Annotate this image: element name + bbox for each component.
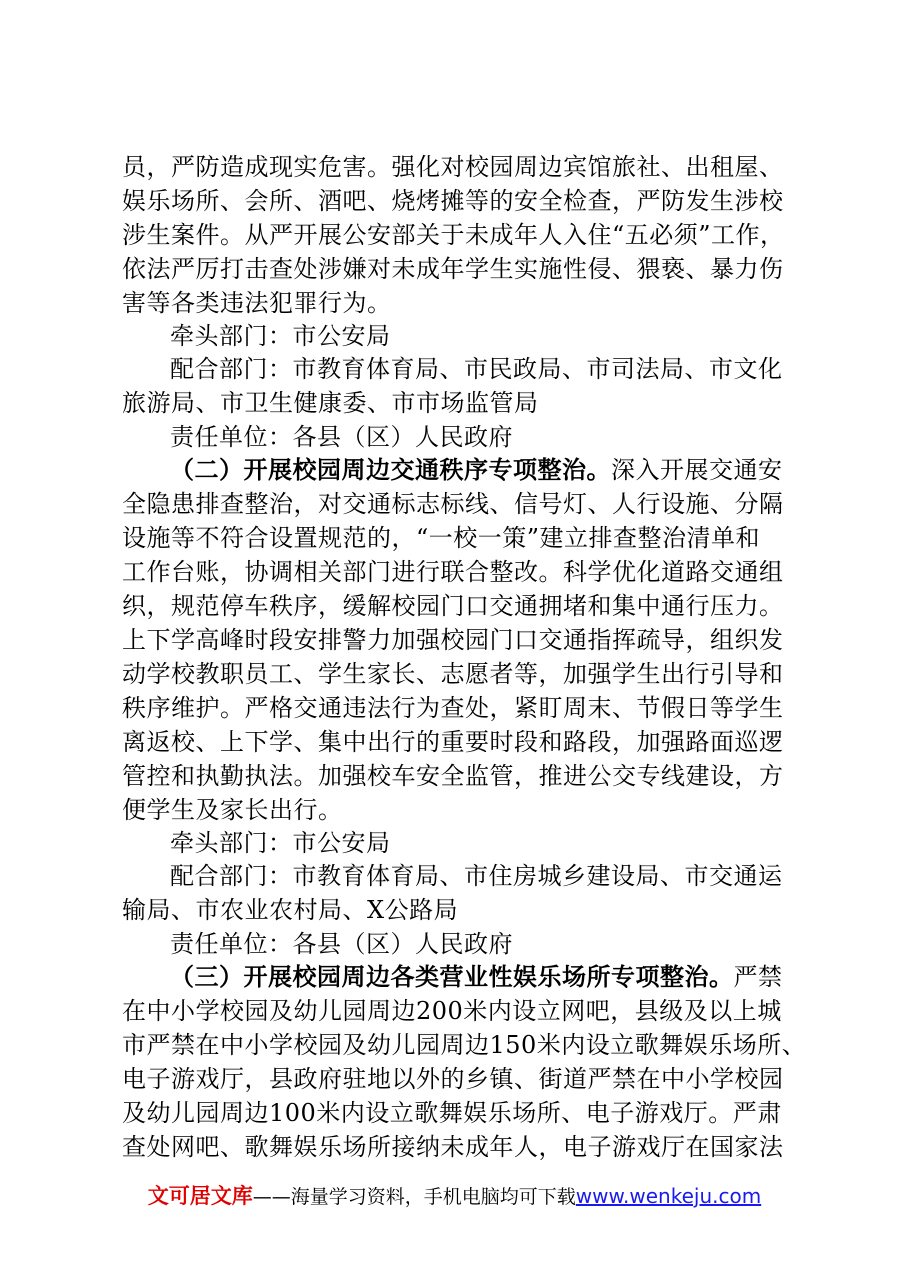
body-line: 织，规范停车秩序，缓解校园门口交通拥堵和集中通行压力。	[122, 592, 784, 620]
footer-slogan: ——海量学习资料，手机电脑均可下载	[252, 1186, 576, 1208]
body-line: 涉生案件。从严开展公安部关于未成年人入住“五必须”工作，	[122, 221, 785, 249]
body-line: 娱乐场所、会所、酒吧、烧烤摊等的安全检查，严防发生涉校	[122, 187, 784, 215]
body-line: 害等各类违法犯罪行为。	[122, 289, 392, 317]
section-two-heading: （二）开展校园周边交通秩序专项整治。	[170, 455, 611, 484]
body-line: 上下学高峰时段安排警力加强校园门口交通指挥疏导，组织发	[122, 626, 784, 654]
body-line: 旅游局、市卫生健康委、市市场监管局	[122, 389, 539, 417]
body-line: 输局、市农业农村局、X公路局	[122, 896, 459, 924]
body-line: 依法严厉打击查处涉嫌对未成年学生实施性侵、猥亵、暴力伤	[122, 255, 784, 283]
responsible-unit: 责任单位：各县（区）人民政府	[170, 930, 513, 958]
body-line: 便学生及家长出行。	[122, 796, 343, 824]
section-three-text: 严禁	[733, 963, 783, 991]
lead-department: 牵头部门：市公安局	[170, 322, 391, 350]
lead-department: 牵头部门：市公安局	[170, 829, 391, 857]
body-line: 离返校、上下学、集中出行的重要时段和路段，加强路面巡逻	[122, 728, 784, 756]
body-line: 电子游戏厅，县政府驻地以外的乡镇、街道严禁在中小学校园	[122, 1065, 784, 1093]
footer-link[interactable]: www.wenkeju.com	[575, 1184, 762, 1208]
body-line: 动学校教职员工、学生家长、志愿者等，加强学生出行引导和	[122, 660, 784, 688]
body-line: 设施等不符合设置规范的，“一校一策”建立排查整治清单和	[122, 524, 761, 552]
body-line: 及幼儿园周边100米内设立歌舞娱乐场所、电子游戏厅。严肃	[122, 1099, 782, 1127]
cooperating-departments: 配合部门：市教育体育局、市住房城乡建设局、市交通运	[170, 862, 783, 890]
body-line: 全隐患排查整治，对交通标志标线、信号灯、人行设施、分隔	[122, 490, 784, 518]
body-line: 工作台账，协调相关部门进行联合整改。科学优化道路交通组	[122, 558, 784, 586]
section-two-line	[170, 453, 846, 487]
body-line: 市严禁在中小学校园及幼儿园周边150米内设立歌舞娱乐场所、	[122, 1031, 807, 1059]
cooperating-departments: 配合部门：市教育体育局、市民政局、市司法局、市文化	[170, 355, 783, 383]
body-line: 秩序维护。严格交通违法行为查处，紧盯周末、节假日等学生	[122, 694, 784, 722]
footer-banner	[0, 1182, 909, 1211]
responsible-unit: 责任单位：各县（区）人民政府	[170, 423, 513, 451]
section-three-line	[170, 960, 846, 994]
footer-brand: 文可居文库	[147, 1184, 253, 1208]
body-line: 管控和执勤执法。加强校车安全监管，推进公交专线建设，方	[122, 762, 784, 790]
body-line: 员，严防造成现实危害。强化对校园周边宾馆旅社、出租屋、	[122, 153, 784, 181]
section-two-text: 深入开展交通安	[611, 456, 783, 484]
body-line: 在中小学校园及幼儿园周边200米内设立网吧，县级及以上城	[122, 997, 782, 1025]
section-three-heading: （三）开展校园周边各类营业性娱乐场所专项整治。	[170, 962, 734, 991]
body-line: 查处网吧、歌舞娱乐场所接纳未成年人，电子游戏厅在国家法	[122, 1133, 784, 1161]
